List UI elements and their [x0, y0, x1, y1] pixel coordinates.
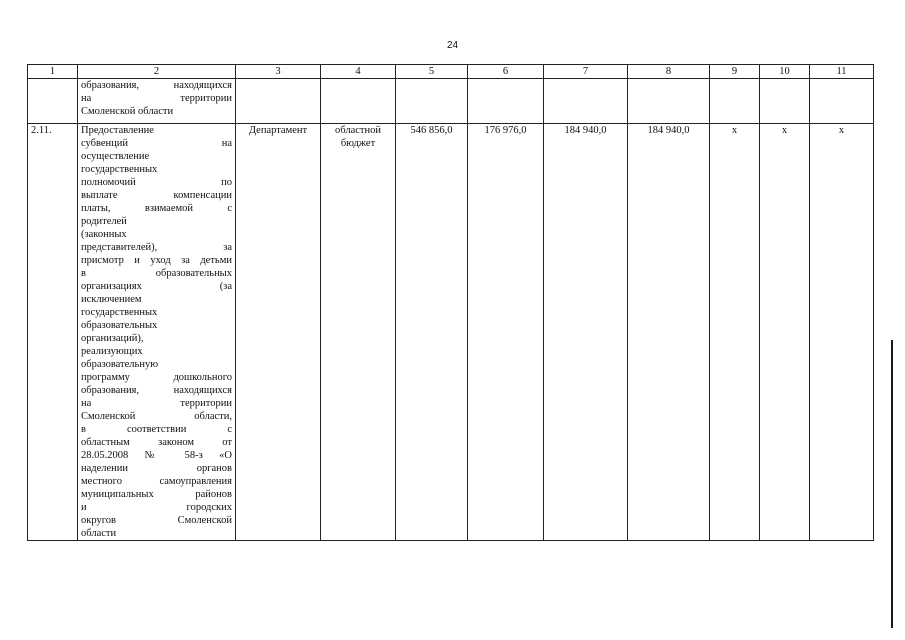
page-number: 24 — [446, 40, 459, 51]
description-line: осуществление — [81, 151, 150, 162]
description-line: субвенций на — [81, 138, 232, 149]
description-line: и городских — [81, 502, 232, 513]
description-line: организаций), — [81, 333, 144, 344]
description-line: в соответствии с — [81, 424, 232, 435]
header-cell-7: 7 — [544, 65, 628, 79]
row-description — [78, 124, 236, 541]
description-line: программу дошкольного — [81, 372, 232, 383]
header-cell-10: 10 — [760, 65, 810, 79]
amount-col6-cell: 176 976,0 — [468, 124, 544, 541]
scan-edge-mark — [891, 340, 893, 628]
total-amount-cell: 546 856,0 — [396, 124, 468, 541]
description-line: местного самоуправления — [81, 476, 232, 487]
header-row — [28, 65, 874, 79]
funding-source-line: областной — [335, 125, 381, 136]
description-line: полномочий по — [81, 177, 232, 188]
continued-line: Смоленской области — [81, 106, 174, 117]
header-cell-2: 2 — [78, 65, 236, 79]
description-line: реализующих — [81, 346, 143, 357]
description-line: (законных — [81, 229, 127, 240]
description-line: округов Смоленской — [81, 515, 232, 526]
description-line: в образовательных — [81, 268, 232, 279]
description-line: исключением — [81, 294, 142, 305]
budget-table — [27, 64, 874, 541]
col10-cell: x — [760, 124, 810, 541]
continued-description — [78, 79, 236, 124]
funding-source-cell — [321, 124, 396, 541]
description-line: образования, находящихся — [81, 385, 232, 396]
description-line: государственных — [81, 164, 158, 175]
description-line: областным законом от — [81, 437, 232, 448]
continued-line: образования, находящихся — [81, 80, 232, 91]
header-cell-9: 9 — [710, 65, 760, 79]
row-number: 2.11. — [28, 124, 78, 541]
description-line: Смоленской области, — [81, 411, 232, 422]
description-line: 28.05.2008 № 58-з «О — [81, 450, 232, 461]
description-line: государственных — [81, 307, 158, 318]
continued-line: на территории — [81, 93, 232, 104]
description-line: муниципальных районов — [81, 489, 232, 500]
description-line: образовательных — [81, 320, 158, 331]
description-line: организациях (за — [81, 281, 232, 292]
description-line: родителей — [81, 216, 127, 227]
header-cell-5: 5 — [396, 65, 468, 79]
header-cell-3: 3 — [236, 65, 321, 79]
table-row — [28, 124, 874, 541]
header-cell-8: 8 — [628, 65, 710, 79]
description-line: Предоставление — [81, 125, 154, 136]
description-line: на территории — [81, 398, 232, 409]
header-cell-4: 4 — [321, 65, 396, 79]
col9-cell: x — [710, 124, 760, 541]
funding-source-line: бюджет — [340, 138, 376, 149]
description-line: образовательную — [81, 359, 159, 370]
description-line: выплате компенсации — [81, 190, 232, 201]
continued-row — [28, 79, 874, 124]
amount-col8-cell: 184 940,0 — [628, 124, 710, 541]
executor-cell: Департамент — [236, 124, 321, 541]
col11-cell: x — [810, 124, 874, 541]
description-line: области — [81, 528, 117, 539]
description-line: присмотр и уход за детьми — [81, 255, 232, 266]
amount-col7-cell: 184 940,0 — [544, 124, 628, 541]
description-line: наделении органов — [81, 463, 232, 474]
header-cell-1: 1 — [28, 65, 78, 79]
header-cell-11: 11 — [810, 65, 874, 79]
description-line: платы, взимаемой с — [81, 203, 232, 214]
header-cell-6: 6 — [468, 65, 544, 79]
description-line: представителей), за — [81, 242, 232, 253]
